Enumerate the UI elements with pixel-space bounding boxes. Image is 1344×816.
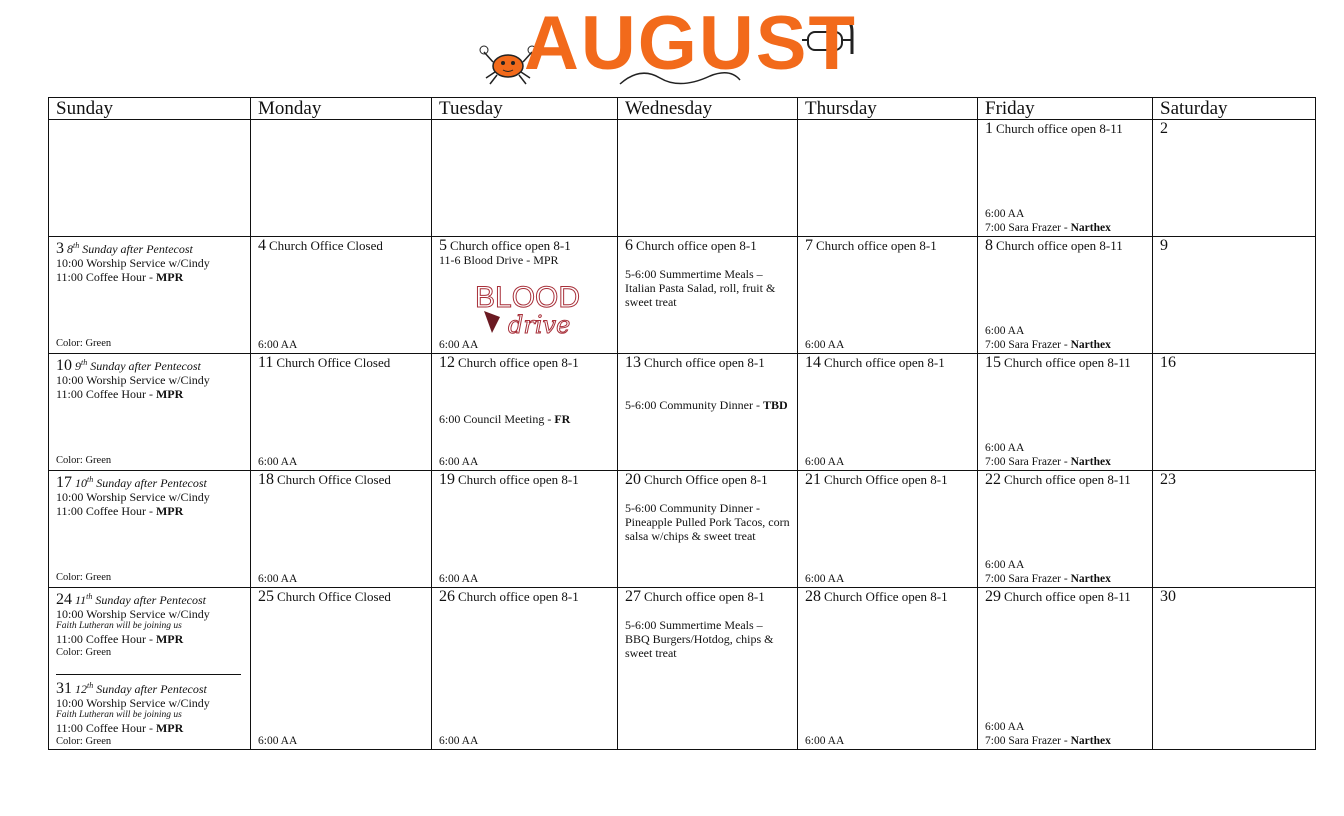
day-number: 10 [56, 357, 72, 374]
blood-drive-event: 11-6 Blood Drive - MPR [439, 253, 559, 267]
aa-meeting: 6:00 AA [985, 559, 1025, 571]
day-number: 2 [1160, 120, 1168, 137]
sunday-title: 10th Sunday after Pentecost [75, 475, 207, 490]
day-cell-2 [1153, 120, 1316, 237]
office-hours: Church office open 8-1 [450, 238, 571, 253]
day-number: 31 [56, 680, 72, 697]
aa-meeting: 6:00 AA [805, 339, 845, 351]
day-number: 3 [56, 240, 64, 257]
header-sunday: Sunday [49, 98, 251, 120]
faith-lutheran-note: Faith Lutheran will be joining us [56, 710, 182, 720]
day-number: 23 [1160, 471, 1176, 488]
office-hours: Church office open 8-1 [458, 472, 579, 487]
day-cell-25 [251, 588, 432, 750]
sunday-title: 12th Sunday after Pentecost [75, 681, 207, 696]
sunday-title: 9th Sunday after Pentecost [75, 358, 201, 373]
day-cell-30 [1153, 588, 1316, 750]
week-row [49, 471, 1316, 588]
office-hours: Church office open 8-11 [996, 121, 1123, 136]
day-cell-29 [978, 588, 1153, 750]
day-number: 4 [258, 237, 266, 254]
office-hours: Church Office Closed [277, 589, 391, 604]
coffee-hour: 11:00 Coffee Hour - MPR [56, 721, 184, 735]
week-row [49, 237, 1316, 354]
coffee-hour: 11:00 Coffee Hour - MPR [56, 632, 184, 646]
summertime-meals: 5-6:00 Summertime Meals – BBQ Burgers/Hotdog, chips & sweet treat [625, 618, 774, 660]
sunday-title: 11th Sunday after Pentecost [75, 592, 206, 607]
month-title: AUGUST [524, 1, 857, 86]
header-thursday: Thursday [798, 98, 978, 120]
day-number: 27 [625, 588, 641, 605]
day-number: 26 [439, 588, 455, 605]
aa-meeting: 6:00 AA [258, 456, 298, 468]
divider [56, 674, 241, 675]
header-monday: Monday [251, 98, 432, 120]
sara-frazer-event: 7:00 Sara Frazer - Narthex [985, 573, 1111, 585]
aa-meeting: 6:00 AA [258, 339, 298, 351]
office-hours: Church office open 8-1 [458, 355, 579, 370]
week-row [49, 120, 1316, 237]
blood-drop-icon [484, 311, 500, 333]
day-number: 30 [1160, 588, 1176, 605]
day-cell-10 [49, 354, 251, 471]
community-dinner: 5-6:00 Community Dinner - TBD [625, 398, 788, 412]
day-cell-15 [978, 354, 1153, 471]
office-hours: Church office open 8-11 [1004, 472, 1131, 487]
week-row [49, 354, 1316, 471]
day-number: 14 [805, 354, 821, 371]
day-number: 6 [625, 237, 633, 254]
day-cell-empty [798, 120, 978, 237]
aa-meeting: 6:00 AA [805, 735, 845, 747]
aa-meeting: 6:00 AA [258, 735, 298, 747]
header-wednesday: Wednesday [618, 98, 798, 120]
liturgical-color: Color: Green [56, 647, 112, 658]
day-number: 19 [439, 471, 455, 488]
day-number: 12 [439, 354, 455, 371]
office-hours: Church office open 8-1 [644, 589, 765, 604]
liturgical-color: Color: Green [56, 736, 112, 747]
day-number: 15 [985, 354, 1001, 371]
day-cell-19 [432, 471, 618, 588]
office-hours: Church Office Closed [276, 355, 391, 370]
office-hours: Church office open 8-1 [816, 238, 937, 253]
office-hours: Church office open 8-11 [1004, 355, 1131, 370]
day-cell-21 [798, 471, 978, 588]
day-cell-17 [49, 471, 251, 588]
day-cell-27 [618, 588, 798, 750]
faith-lutheran-note: Faith Lutheran will be joining us [56, 621, 182, 631]
sara-frazer-event: 7:00 Sara Frazer - Narthex [985, 735, 1111, 747]
coffee-hour: 11:00 Coffee Hour - MPR [56, 504, 184, 518]
calendar-grid [48, 97, 1316, 750]
day-cell-3 [49, 237, 251, 354]
aa-meeting: 6:00 AA [985, 442, 1025, 454]
day-cell-1 [978, 120, 1153, 237]
community-dinner: 5-6:00 Community Dinner - Pineapple Pulled Pork Tacos, corn salsa w/chips & sweet treat [625, 501, 790, 543]
drive-logo-text: drive [508, 311, 571, 337]
day-cell-6 [618, 237, 798, 354]
sara-frazer-event: 7:00 Sara Frazer - Narthex [985, 456, 1111, 468]
day-number: 9 [1160, 237, 1168, 254]
day-cell-empty [49, 120, 251, 237]
liturgical-color: Color: Green [56, 455, 112, 466]
day-cell-12 [432, 354, 618, 471]
day-cell-23 [1153, 471, 1316, 588]
aa-meeting: 6:00 AA [985, 208, 1025, 220]
aa-meeting: 6:00 AA [985, 325, 1025, 337]
day-cell-4 [251, 237, 432, 354]
office-hours: Church Office open 8-1 [644, 472, 768, 487]
aa-meeting: 6:00 AA [439, 456, 479, 468]
day-number: 1 [985, 120, 993, 137]
day-cell-7 [798, 237, 978, 354]
blood-logo-text: BLOOD [475, 281, 580, 314]
office-hours: Church office open 8-11 [1004, 589, 1131, 604]
day-cell-24-31 [49, 588, 251, 750]
worship-service: 10:00 Worship Service w/Cindy [56, 607, 210, 621]
worship-service: 10:00 Worship Service w/Cindy [56, 256, 210, 270]
day-cell-22 [978, 471, 1153, 588]
day-cell-empty [251, 120, 432, 237]
day-cell-5 [432, 237, 618, 354]
day-cell-9 [1153, 237, 1316, 354]
coffee-hour: 11:00 Coffee Hour - MPR [56, 270, 184, 284]
liturgical-color: Color: Green [56, 572, 112, 583]
day-cell-13 [618, 354, 798, 471]
day-cell-16 [1153, 354, 1316, 471]
day-cell-8 [978, 237, 1153, 354]
office-hours: Church office open 8-1 [458, 589, 579, 604]
office-hours: Church office open 8-1 [644, 355, 765, 370]
day-number: 20 [625, 471, 641, 488]
week-row [49, 588, 1316, 750]
aa-meeting: 6:00 AA [439, 735, 479, 747]
day-number: 21 [805, 471, 821, 488]
day-cell-14 [798, 354, 978, 471]
day-cell-28 [798, 588, 978, 750]
day-number: 8 [985, 237, 993, 254]
aa-meeting: 6:00 AA [985, 721, 1025, 733]
header-saturday: Saturday [1153, 98, 1316, 120]
office-hours: Church Office open 8-1 [824, 472, 948, 487]
coffee-hour: 11:00 Coffee Hour - MPR [56, 387, 184, 401]
aa-meeting: 6:00 AA [439, 339, 479, 351]
liturgical-color: Color: Green [56, 338, 112, 349]
day-number: 18 [258, 471, 274, 488]
day-number: 25 [258, 588, 274, 605]
aa-meeting: 6:00 AA [439, 573, 479, 585]
aa-meeting: 6:00 AA [805, 573, 845, 585]
header-tuesday: Tuesday [432, 98, 618, 120]
day-number: 7 [805, 237, 813, 254]
office-hours: Church office open 8-1 [824, 355, 945, 370]
office-hours: Church Office Closed [269, 238, 383, 253]
day-cell-20 [618, 471, 798, 588]
office-hours: Church Office open 8-1 [824, 589, 948, 604]
worship-service: 10:00 Worship Service w/Cindy [56, 696, 210, 710]
day-number: 22 [985, 471, 1001, 488]
worship-service: 10:00 Worship Service w/Cindy [56, 490, 210, 504]
day-cell-26 [432, 588, 618, 750]
day-cell-18 [251, 471, 432, 588]
sara-frazer-event: 7:00 Sara Frazer - Narthex [985, 222, 1111, 234]
sunday-title: 8th Sunday after Pentecost [67, 241, 193, 256]
day-number: 29 [985, 588, 1001, 605]
day-number: 16 [1160, 354, 1176, 371]
day-number: 17 [56, 474, 72, 491]
weekday-header-row [49, 98, 1316, 120]
office-hours: Church Office Closed [277, 472, 391, 487]
day-number: 24 [56, 591, 72, 608]
day-cell-11 [251, 354, 432, 471]
day-number: 11 [258, 354, 274, 371]
day-cell-empty [432, 120, 618, 237]
sara-frazer-event: 7:00 Sara Frazer - Narthex [985, 339, 1111, 351]
aa-meeting: 6:00 AA [258, 573, 298, 585]
day-number: 28 [805, 588, 821, 605]
day-cell-empty [618, 120, 798, 237]
day-number: 13 [625, 354, 641, 371]
office-hours: Church office open 8-11 [996, 238, 1123, 253]
worship-service: 10:00 Worship Service w/Cindy [56, 373, 210, 387]
council-meeting: 6:00 Council Meeting - FR [439, 412, 571, 426]
office-hours: Church office open 8-1 [636, 238, 757, 253]
blood-drive-logo [470, 277, 580, 337]
header-friday: Friday [978, 98, 1153, 120]
aa-meeting: 6:00 AA [805, 456, 845, 468]
day-number: 5 [439, 237, 447, 254]
summertime-meals: 5-6:00 Summertime Meals – Italian Pasta Salad, roll, fruit & sweet treat [625, 267, 776, 309]
